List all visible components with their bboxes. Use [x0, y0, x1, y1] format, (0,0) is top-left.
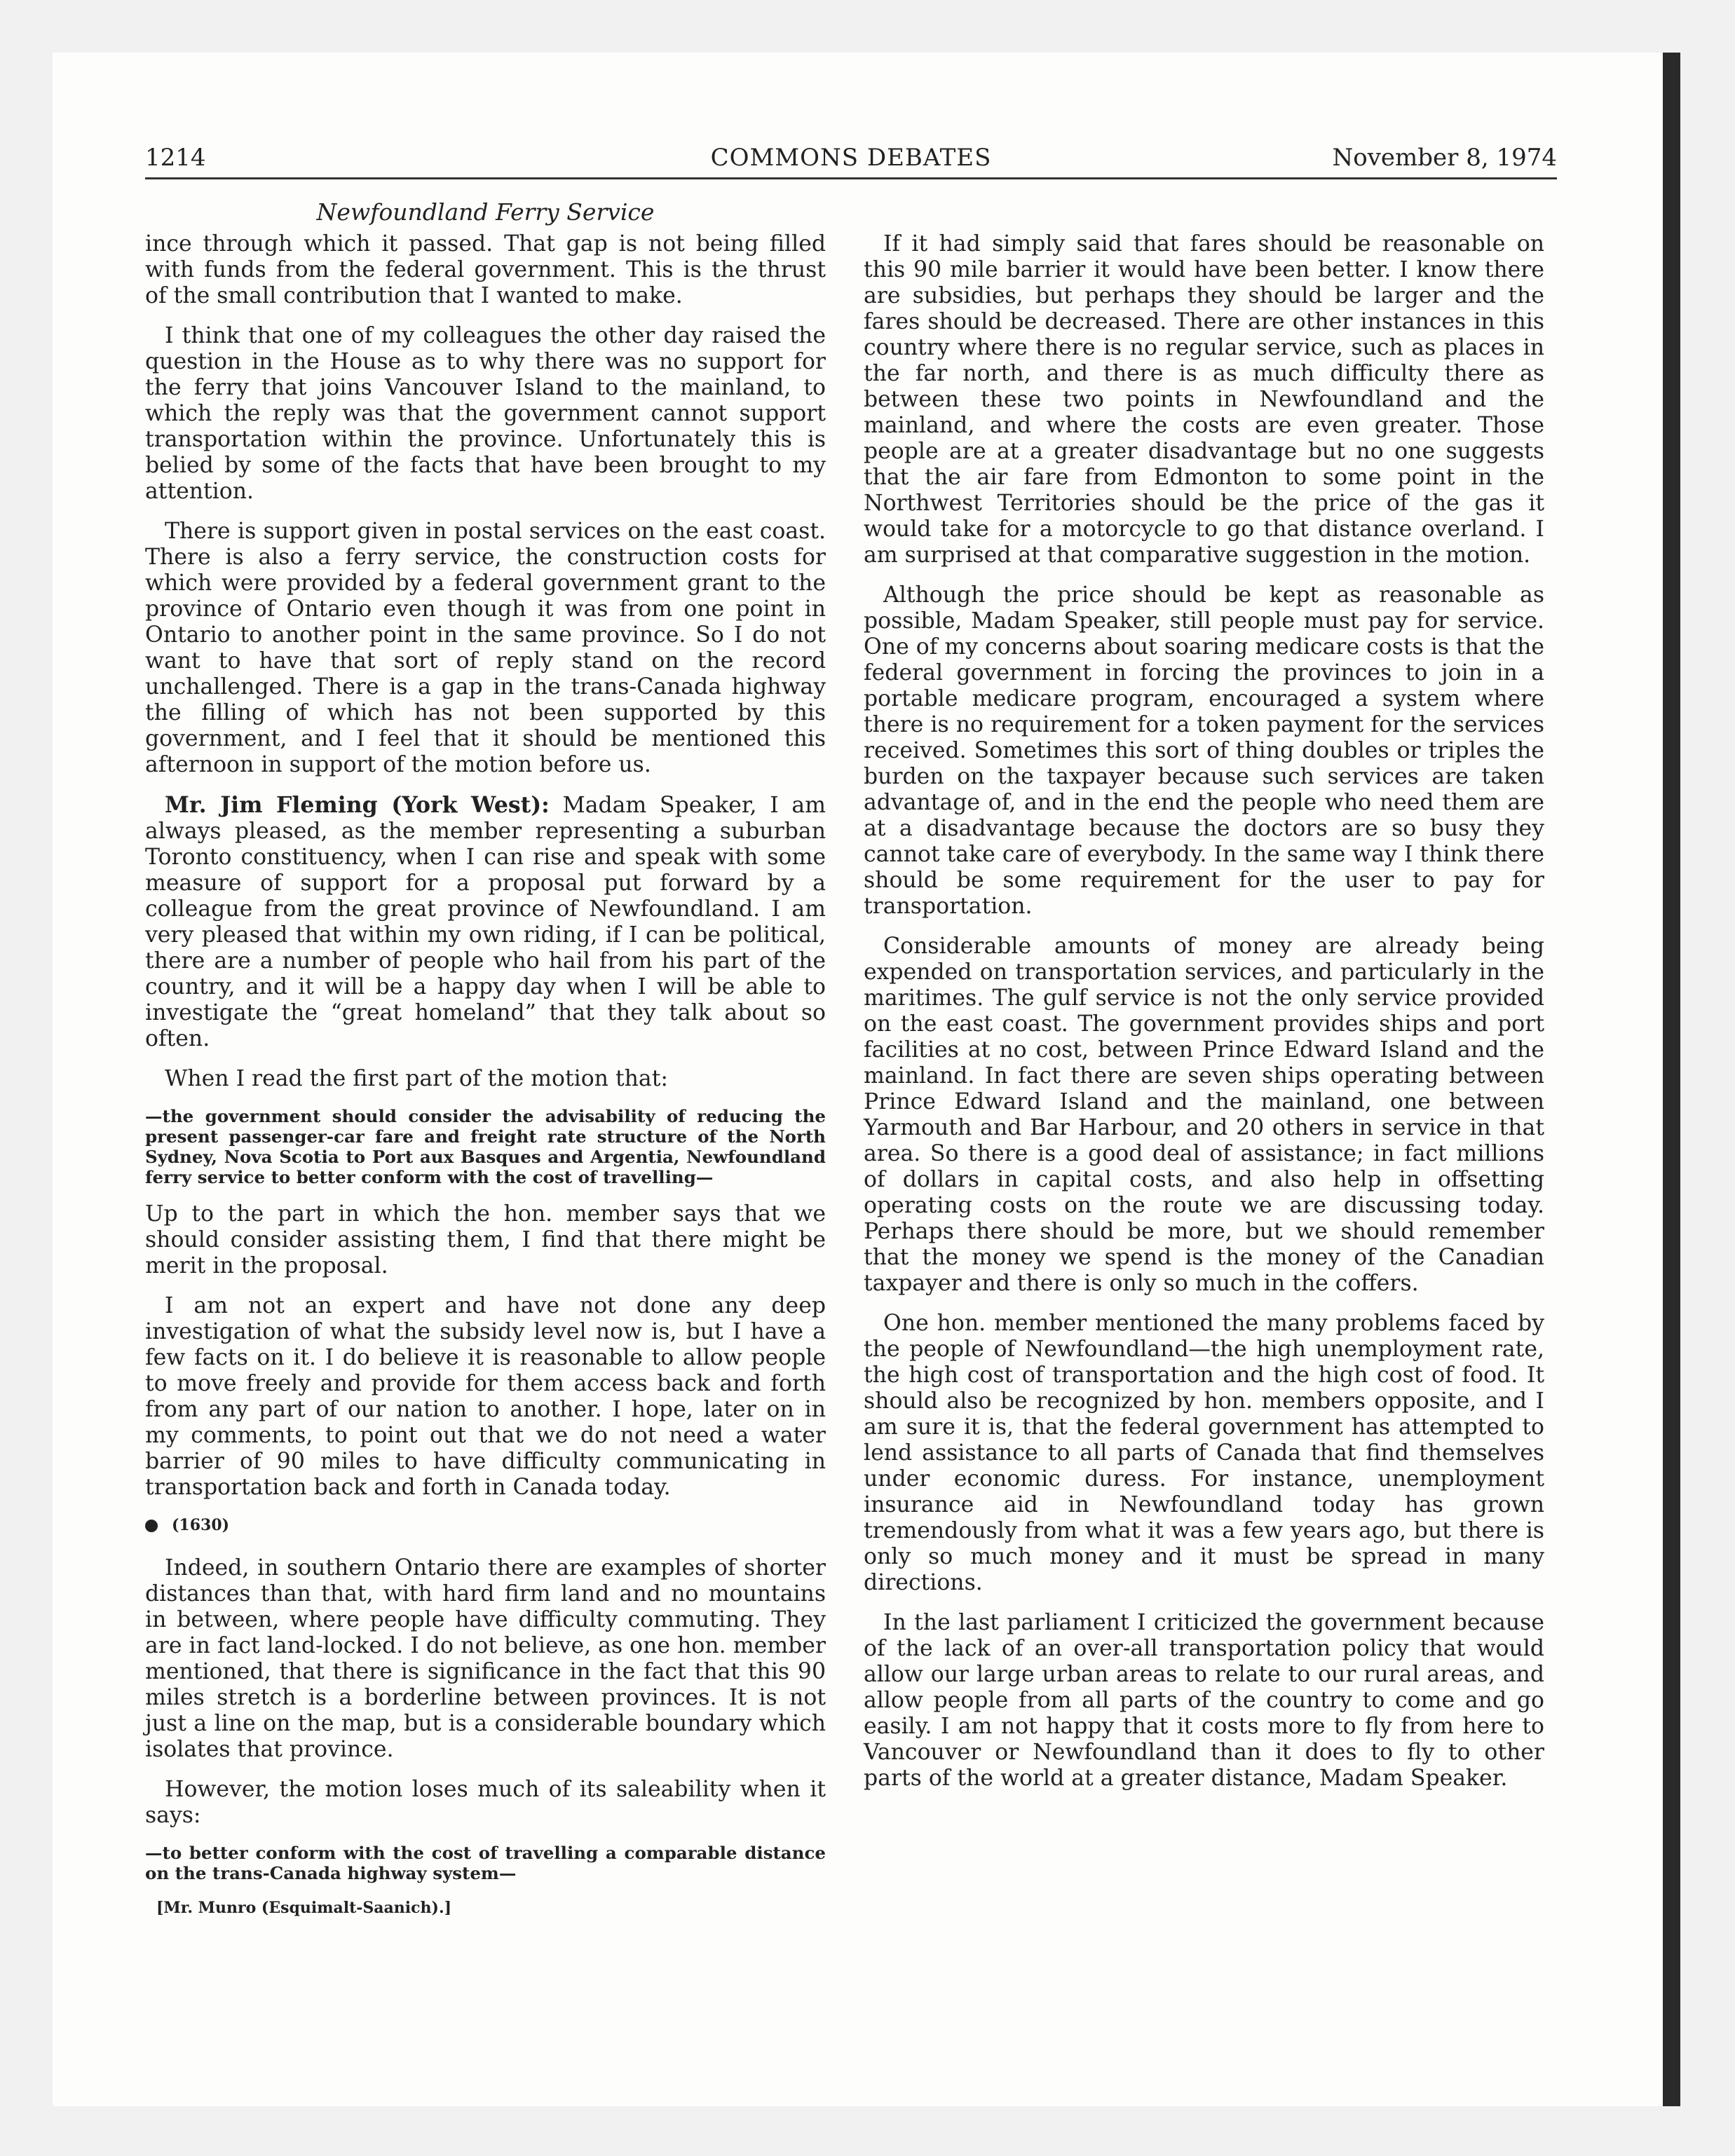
- paragraph: Indeed, in southern Ontario there are examples of shorter distances than that, with hard firm land and no mountains in between, where people have difficulty commuting. They are in fact land-locked. I do not believe, as one hon. member mentioned, that there is significance in the fact that this 90 miles stretch is a borderline between provinces. It is not just a line on the map, but is a considerable boundary which isolates that province.: [145, 1555, 826, 1762]
- journal-title: COMMONS DEBATES: [710, 144, 992, 172]
- paragraph: One hon. member mentioned the many problems faced by the people of Newfoundland—the high unemployment rate, the high cost of transportation and the high cost of food. It should also be recognized by hon. members opposite, and I am sure it is, that the federal government has attempted to lend assistance to all parts of Canada that find themselves under economic duress. For instance, unemployment insurance aid in Newfoundland today has grown tremendously from what it was a few years ago, but there is only so much money and it must be spread in many directions.: [864, 1311, 1544, 1595]
- paragraph: Considerable amounts of money are already being expended on transportation services, and particularly in the maritimes. The gulf service is not the only service provided on the east coast. The government provides ships and port facilities at no cost, between Prince Edward Island and the mainland. In fact there are seven ships operating between Prince Edward Island and the mainland, one between Yarmouth and Bar Harbour, and 20 others in service in that area. So there is a good deal of assistance; in fact millions of dollars in capital costs, and also help in offsetting operating costs on the route we are discussing today. Perhaps there should be more, but we should remember that the money we spend is the money of the Canadian taxpayer and there is only so much in the coffers.: [864, 934, 1544, 1296]
- paragraph: ince through which it passed. That gap is not being filled with funds from the federal government. This is the thrust of the small contribution that I wanted to make.: [145, 231, 826, 308]
- right-column: [864, 231, 1544, 1806]
- left-column: [145, 231, 826, 1932]
- paragraph: I am not an expert and have not done any deep investigation of what the subsidy level now is, but I have a few facts on it. I do believe it is reasonable to allow people to move freely and provide for them access back and forth from any part of our nation to another. I hope, later on in my comments, to point out that we do not need a water barrier of 90 miles to have difficulty communicating in transportation back and forth in Canada today.: [145, 1293, 826, 1500]
- paragraph: Although the price should be kept as reasonable as possible, Madam Speaker, still people must pay for service. One of my concerns about soaring medicare costs is that the federal government in forcing the provinces to join in a portable medicare program, encouraged a system where there is no requirement for a token payment for the services received. Sometimes this sort of thing doubles or triples the burden on the taxpayer because such services are taken advantage of, and in the end the people who need them are at a disadvantage because the doctors are so busy they cannot take care of everybody. In the same way I think there should be some requirement for the user to pay for transportation.: [864, 582, 1544, 919]
- paragraph: In the last parliament I criticized the government because of the lack of an over-all transportation policy that would allow our large urban areas to relate to our rural areas, and allow people from all parts of the country to come and go easily. I am not happy that it costs more to fly from here to Vancouver or Newfoundland than it does to fly to other parts of the world at a greater distance, Madam Speaker.: [864, 1610, 1544, 1791]
- paragraph: I think that one of my colleagues the other day raised the question in the House as to why there was no support for the ferry that joins Vancouver Island to the mainland, to which the reply was that the government cannot support transportation within the province. Unfortunately this is belied by some of the facts that have been brought to my attention.: [145, 323, 826, 504]
- publication-date: November 8, 1974: [1332, 144, 1557, 172]
- speaker-text: Madam Speaker, I am always pleased, as the member representing a suburban Toronto constituency, when I can rise and speak with some measure of support for a proposal put forward by a colleague from the great province of Newfoundland. I am very pleased that within my own riding, if I can be political, there are a number of people who hail from his part of the country, and it will be a happy day when I will be able to investigate the “great homeland” that they talk about so often.: [145, 793, 826, 1051]
- paragraph: If it had simply said that fares should be reasonable on this 90 mile barrier it would have been better. I know there are subsidies, but perhaps they should be larger and the fares should be decreased. There are other instances in this country where there is no regular service, such as places in the far north, and there is as much difficulty there as between these two points in Newfoundland and the mainland, and where the costs are even greater. Those people are at a greater disadvantage but no one suggests that the air fare from Edmonton to some point in the Northwest Territories should be the price of the gas it would take for a motorcycle to go that distance overland. I am surprised at that comparative suggestion in the motion.: [864, 231, 1544, 568]
- motion-quote: —to better conform with the cost of travelling a comparable distance on the trans-Canada highway system—: [145, 1843, 826, 1883]
- paragraph: Up to the part in which the hon. member says that we should consider assisting them, I find that there might be merit in the proposal.: [145, 1201, 826, 1278]
- scan-edge-bar: [1663, 53, 1680, 2106]
- time-marker: [145, 1515, 826, 1536]
- page-header: [145, 144, 1557, 179]
- time-marker-text: (1630): [172, 1516, 230, 1534]
- paragraph: There is support given in postal services on the east coast. There is also a ferry service, the construction costs for which were provided by a federal government grant to the province of Ontario even though it was from one point in Ontario to another point in the same province. So I do not want to have that sort of reply stand on the record unchallenged. There is a gap in the trans-Canada highway the filling of which has not been supported by this government, and I feel that it should be mentioned this afternoon in support of the motion before us.: [145, 519, 826, 777]
- paragraph: When I read the first part of the motion that:: [165, 1066, 668, 1091]
- motion-quote: —the government should consider the advisability of reducing the present passenger-car fare and freight rate structure of the North Sydney, Nova Scotia to Port aux Basques and Argentia, Newfoundland ferry service to better conform with the cost of travelling—: [145, 1106, 826, 1187]
- page-number: 1214: [145, 144, 206, 172]
- bullet-icon: [145, 1520, 158, 1532]
- speaker-attribution: [Mr. Munro (Esquimalt-Saanich).]: [156, 1899, 452, 1917]
- speaker-paragraph: [145, 792, 826, 1052]
- speaker-name: Mr. Jim Fleming (York West):: [165, 792, 550, 818]
- paragraph: However, the motion loses much of its saleability when it says:: [145, 1777, 826, 1828]
- section-title: Newfoundland Ferry Service: [316, 198, 655, 226]
